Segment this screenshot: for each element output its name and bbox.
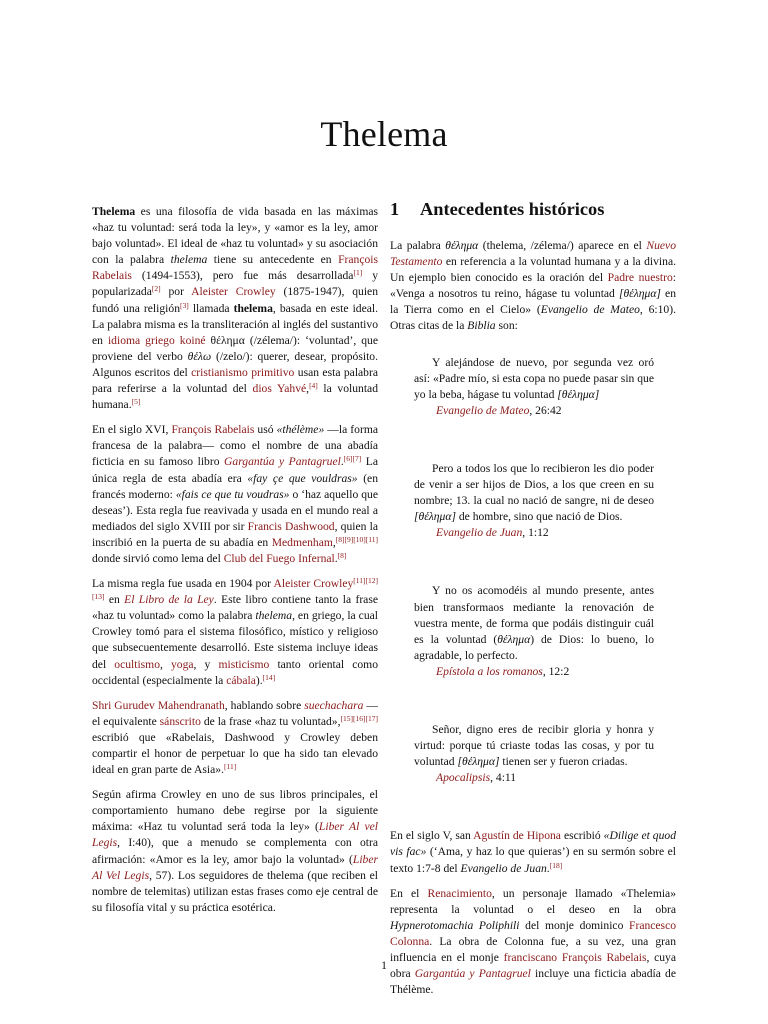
quote-romanos bbox=[390, 583, 676, 680]
link-gargantua-y-pantagruel[interactable]: Gargantúa y Pantagruel bbox=[224, 455, 341, 469]
link-gargantua-y-pantagruel[interactable]: Gargantúa y Pantagruel bbox=[414, 967, 531, 981]
link-franciscano[interactable]: franciscano bbox=[503, 951, 558, 964]
paragraph-mahendranath: Shri Gurudev Mahendranath, hablando sobre suechachara —el equivalente sánscrito de la frase «haz tu voluntad»,[15][16][17] escribió que «Rabelais, Dashwood y Crowley deben compartir el honor de perpetuar lo que ha sido tan elevado ideal en gran parte de Asia».[11] bbox=[92, 698, 378, 777]
quote-source: Epístola a los romanos, 12:2 bbox=[436, 664, 570, 678]
link-dios-yahve[interactable]: dios Yahvé bbox=[252, 382, 307, 396]
paragraph-renacimiento: En el Renacimiento, un personaje llamado «Thelemia» representa la voluntad o el deseo en la obra Hypnerotomachia Poliphili del monje dominico Francesco Colonna. La obra de Colonna fue, a su vez, una gran influencia en el monje franciscano François Rabelais, cuya obra Gargantúa y Pantagruel incluye una ficticia abadía de Thélème. bbox=[390, 886, 677, 997]
footnote-ref[interactable]: [2] bbox=[151, 284, 161, 294]
link-shri-gurudev-mahendranath[interactable]: Shri Gurudev Mahendranath bbox=[92, 698, 225, 712]
footnote-ref[interactable]: [11] bbox=[224, 762, 237, 772]
link-francis-dashwood[interactable]: Francis Dashwood bbox=[247, 519, 335, 533]
quote-text: Señor, digno eres de recibir gloria y honra y virtud: porque tú criaste todas las cosas, y por tu voluntad [θέλημα] tienen ser y fueron criadas. bbox=[414, 722, 654, 769]
footnote-ref[interactable]: [11][12][13] bbox=[92, 576, 378, 602]
quote-text: Y no os acomodéis al mundo presente, antes bien transformaos mediante la renovación de vuestra mente, de forma que podáis distinguir cuál es la voluntad (θέλημα) de Dios: lo bueno, lo agradable, lo perfecto. bbox=[414, 584, 655, 662]
paragraph-agustin: En el siglo V, san Agustín de Hipona escribió «Dilige et quod vis fac» (‘Ama, y haz lo que quieras’) en su sermón sobre el texto 1:7-8 del Evangelio de Juan.[18] bbox=[390, 829, 676, 875]
term-thelema: Thelema bbox=[92, 205, 136, 218]
link-francesco-colonna[interactable]: Francesco Colonna bbox=[390, 918, 677, 948]
footnote-ref[interactable]: [8] bbox=[337, 550, 347, 560]
link-liber-al-vel-legis[interactable]: Liber Al vel Legis bbox=[92, 820, 379, 850]
link-francois-rabelais[interactable]: François Rabelais bbox=[92, 253, 379, 283]
footnote-ref[interactable]: [3] bbox=[180, 300, 189, 310]
link-misticismo[interactable]: misticismo bbox=[218, 657, 270, 671]
quote-text: Y alejándose de nuevo, por segunda vez oró así: «Padre mío, si esta copa no puede pasar sin que yo la beba, hágase tu voluntad [θέλημα] bbox=[414, 355, 654, 401]
footnote-ref[interactable]: [1] bbox=[353, 268, 363, 278]
link-francois-rabelais[interactable]: François Rabelais bbox=[171, 423, 255, 437]
link-yoga[interactable]: yoga bbox=[171, 657, 194, 671]
paragraph-bible-intro: La palabra θέλημα (thelema, /zélema/) aparece en el Nuevo Testamento en referencia a la voluntad humana y a la divina. Un ejemplo bien conocido es la oración del Padre nuestro: «Venga a nosotros tu reino, hágase tu voluntad [θέλημα] en la Tierra como en el Cielo» (Evangelio de Mateo, 6:10). Otras citas de la Biblia son: bbox=[390, 239, 676, 333]
paragraph-rabelais: En el siglo XVI, François Rabelais usó «thélème» —la forma francesa de la palabra— como el nombre de una abadía ficticia en su famoso libro Gargantúa y Pantagruel.[6][7] La única regla de esta abadía era «fay çe que vouldras» (en francés moderno: «fais ce que tu voudras» o ‘haz aquello que deseas’). Esta regla fue reavivada y usada en el mundo real a mediados del siglo XVIII por sir Francis Dashwood, quien la inscribió en la puerta de su abadía en Medmenham,[8][9][10][11] donde sirvió como lema del Club del Fuego Infernal.[8] bbox=[92, 423, 378, 565]
paragraph-crowley: La misma regla fue usada en 1904 por Aleister Crowley[11][12][13] en El Libro de la Ley. Este libro contiene tanto la frase «haz tu voluntad» como la palabra thelema, en griego, la cual Crowley tomó para el sistema filosófico, místico y religioso que subsecuentemente desarrolló. Este sistema incluye ideas del ocultismo, yoga, y misticismo tanto oriental como occidental (especialmente la cábala).[14] bbox=[92, 576, 378, 687]
link-aleister-crowley[interactable]: Aleister Crowley bbox=[273, 577, 354, 591]
paragraph-liber-al: Según afirma Crowley en uno de sus libros principales, el comportamiento humano debe regirse por la siguiente máxima: «Haz tu voluntad será toda la ley» (Liber Al vel Legis, I:40), que a menudo se complementa con otra afirmación: «Amor es la ley, amor bajo la voluntad» (Liber Al Vel Legis, 57). Los seguidores de thelema (que reciben el nombre de telemitas) utilizan estas frases como eje central de su filosofía vital y su práctica esotérica. bbox=[92, 788, 379, 914]
quote-source: Apocalipsis, 4:11 bbox=[436, 771, 517, 785]
footnote-ref[interactable]: [14] bbox=[262, 672, 276, 682]
link-medmenham[interactable]: Medmenham bbox=[271, 535, 333, 549]
footnote-ref[interactable]: [15][16][17] bbox=[340, 713, 378, 723]
footnote-ref[interactable]: [18] bbox=[549, 860, 563, 870]
link-aleister-crowley[interactable]: Aleister Crowley bbox=[191, 285, 276, 299]
link-suechachara[interactable]: suechachara bbox=[304, 698, 364, 712]
right-column bbox=[390, 199, 676, 1007]
link-ocultismo[interactable]: ocultismo bbox=[114, 657, 160, 671]
link-cristianismo-primitivo[interactable]: cristianismo primitivo bbox=[191, 365, 295, 379]
link-el-libro-de-la-ley[interactable]: El Libro de la Ley bbox=[124, 593, 214, 607]
section-heading: 1 Antecedentes históricos bbox=[390, 199, 605, 219]
quote-source: Evangelio de Mateo, 26:42 bbox=[436, 403, 562, 417]
quote-apocalipsis bbox=[390, 722, 676, 786]
link-epistola-a-los-romanos[interactable]: Epístola a los romanos bbox=[436, 664, 543, 678]
link-evangelio-de-juan[interactable]: Evangelio de Juan bbox=[436, 526, 523, 540]
link-padre-nuestro[interactable]: Padre nuestro bbox=[607, 271, 673, 285]
link-idioma-griego-koine[interactable]: idioma griego koiné bbox=[107, 333, 206, 347]
link-club-del-fuego-infernal[interactable]: Club del Fuego Infernal bbox=[223, 551, 335, 565]
link-cabala[interactable]: cábala bbox=[226, 673, 256, 687]
footnote-ref[interactable]: [5] bbox=[131, 397, 141, 407]
link-agustin-de-hipona[interactable]: Agustín de Hipona bbox=[473, 829, 561, 843]
quote-text: Pero a todos los que lo recibieron les dio poder de venir a ser hijos de Dios, a los que creen en su nombre; 13. la cual no nació de sangre, ni de deseo [θέλημα] de hombre, sino que nació de Dios. bbox=[414, 461, 654, 524]
paragraph-intro: Thelema es una filosofía de vida basada en las máximas «haz tu voluntad: será toda la ley», y «amor es la ley, amor bajo voluntad». El ideal de «haz tu voluntad» y su asociación con la palabra thelema tiene su antecedente en François Rabelais (1494-1553), pero fue más desarrollada[1] y popularizada[2] por Aleister Crowley (1875-1947), quien fundó una religión[3] llamada thelema, basada en este ideal. La palabra misma es la transliteración al inglés del sustantivo en idioma griego koiné θέλημα (/zélema/): ‘voluntad’, que proviene del verbo θέλω (/zelo/): querer, desear, propósito. Algunos escritos del cristianismo primitivo usan esta palabra para referirse a la voluntad del dios Yahvé,[4] la voluntad humana.[5] bbox=[92, 205, 379, 412]
footnote-ref[interactable]: [8][9][10][11] bbox=[335, 534, 378, 544]
quote-mateo bbox=[390, 355, 676, 419]
link-nuevo-testamento[interactable]: Nuevo Testamento bbox=[390, 239, 676, 269]
link-liber-al-vel-legis[interactable]: Liber Al Vel Legis bbox=[92, 852, 378, 882]
link-evangelio-de-mateo[interactable]: Evangelio de Mateo bbox=[436, 403, 530, 417]
link-apocalipsis[interactable]: Apocalipsis bbox=[436, 771, 491, 785]
footnote-ref[interactable]: [4] bbox=[309, 381, 318, 391]
quote-source: Evangelio de Juan, 1:12 bbox=[436, 526, 549, 540]
quote-juan bbox=[390, 461, 676, 541]
link-renacimiento[interactable]: Renacimiento bbox=[427, 886, 492, 900]
link-sanscrito[interactable]: sánscrito bbox=[159, 714, 201, 728]
page-number: 1 bbox=[381, 959, 387, 972]
footnote-ref[interactable]: [6][7] bbox=[343, 454, 362, 464]
page-title: Thelema bbox=[320, 114, 448, 154]
left-column bbox=[92, 204, 378, 925]
link-francois-rabelais[interactable]: François Rabelais bbox=[561, 951, 647, 964]
